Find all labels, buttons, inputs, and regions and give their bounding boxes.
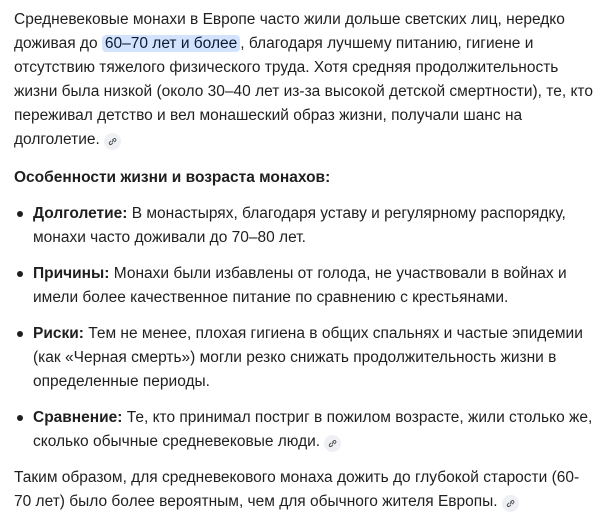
link-icon bbox=[107, 136, 118, 147]
source-link-button[interactable] bbox=[502, 495, 519, 512]
intro-paragraph bbox=[14, 8, 595, 152]
conclusion-text: Таким образом, для средневекового монаха дожить до глубокой старости (60-70 лет) было более вероятным, чем для обычного жителя Европы. bbox=[14, 469, 580, 510]
intro-text-before: Средневековые монахи в Европе часто жили дольше светских лиц, нередко доживая до bbox=[14, 11, 565, 52]
source-link-button[interactable] bbox=[324, 435, 341, 452]
list-item bbox=[14, 202, 595, 250]
features-list bbox=[14, 202, 595, 454]
conclusion-paragraph bbox=[14, 466, 595, 514]
list-item-text: Тем не менее, плохая гигиена в общих спальнях и частые эпидемии (как «Черная смерть») могли резко снижать продолжительность жизни в определенные периоды. bbox=[33, 325, 583, 390]
intro-text-after: , благодаря лучшему питанию, гигиене и отсутствию тяжелого физического труда. Хотя средняя продолжительность жизни была низкой (около 30–40 лет из-за высокой детской смертности), те, кто переживал детство и вел монашеский образ жизни, получали шанс на долголетие. bbox=[14, 35, 593, 148]
list-item-term: Риски: bbox=[33, 325, 84, 342]
source-link-button[interactable] bbox=[104, 133, 121, 150]
bullet-icon bbox=[17, 271, 23, 277]
highlighted-age-range: 60–70 лет и более bbox=[102, 35, 240, 52]
link-icon bbox=[327, 438, 338, 449]
list-item-text: Монахи были избавлены от голода, не участвовали в войнах и имели более качественное питание по сравнению с крестьянами. bbox=[33, 265, 567, 306]
list-item-text: Те, кто принимал постриг в пожилом возрасте, жили столько же, сколько обычные средневековые люди. bbox=[33, 409, 593, 450]
list-item bbox=[14, 322, 595, 394]
bullet-icon bbox=[17, 415, 23, 421]
list-item-term: Сравнение: bbox=[33, 409, 123, 426]
list-item-term: Причины: bbox=[33, 265, 110, 282]
section-heading: Особенности жизни и возраста монахов: bbox=[14, 169, 331, 186]
list-item bbox=[14, 406, 595, 454]
bullet-icon bbox=[17, 331, 23, 337]
list-item-text: В монастырях, благодаря уставу и регулярному распорядку, монахи часто доживали до 70–80 лет. bbox=[33, 205, 566, 246]
list-item bbox=[14, 262, 595, 310]
link-icon bbox=[505, 498, 516, 509]
bullet-icon bbox=[17, 211, 23, 217]
list-item-term: Долголетие: bbox=[33, 205, 128, 222]
